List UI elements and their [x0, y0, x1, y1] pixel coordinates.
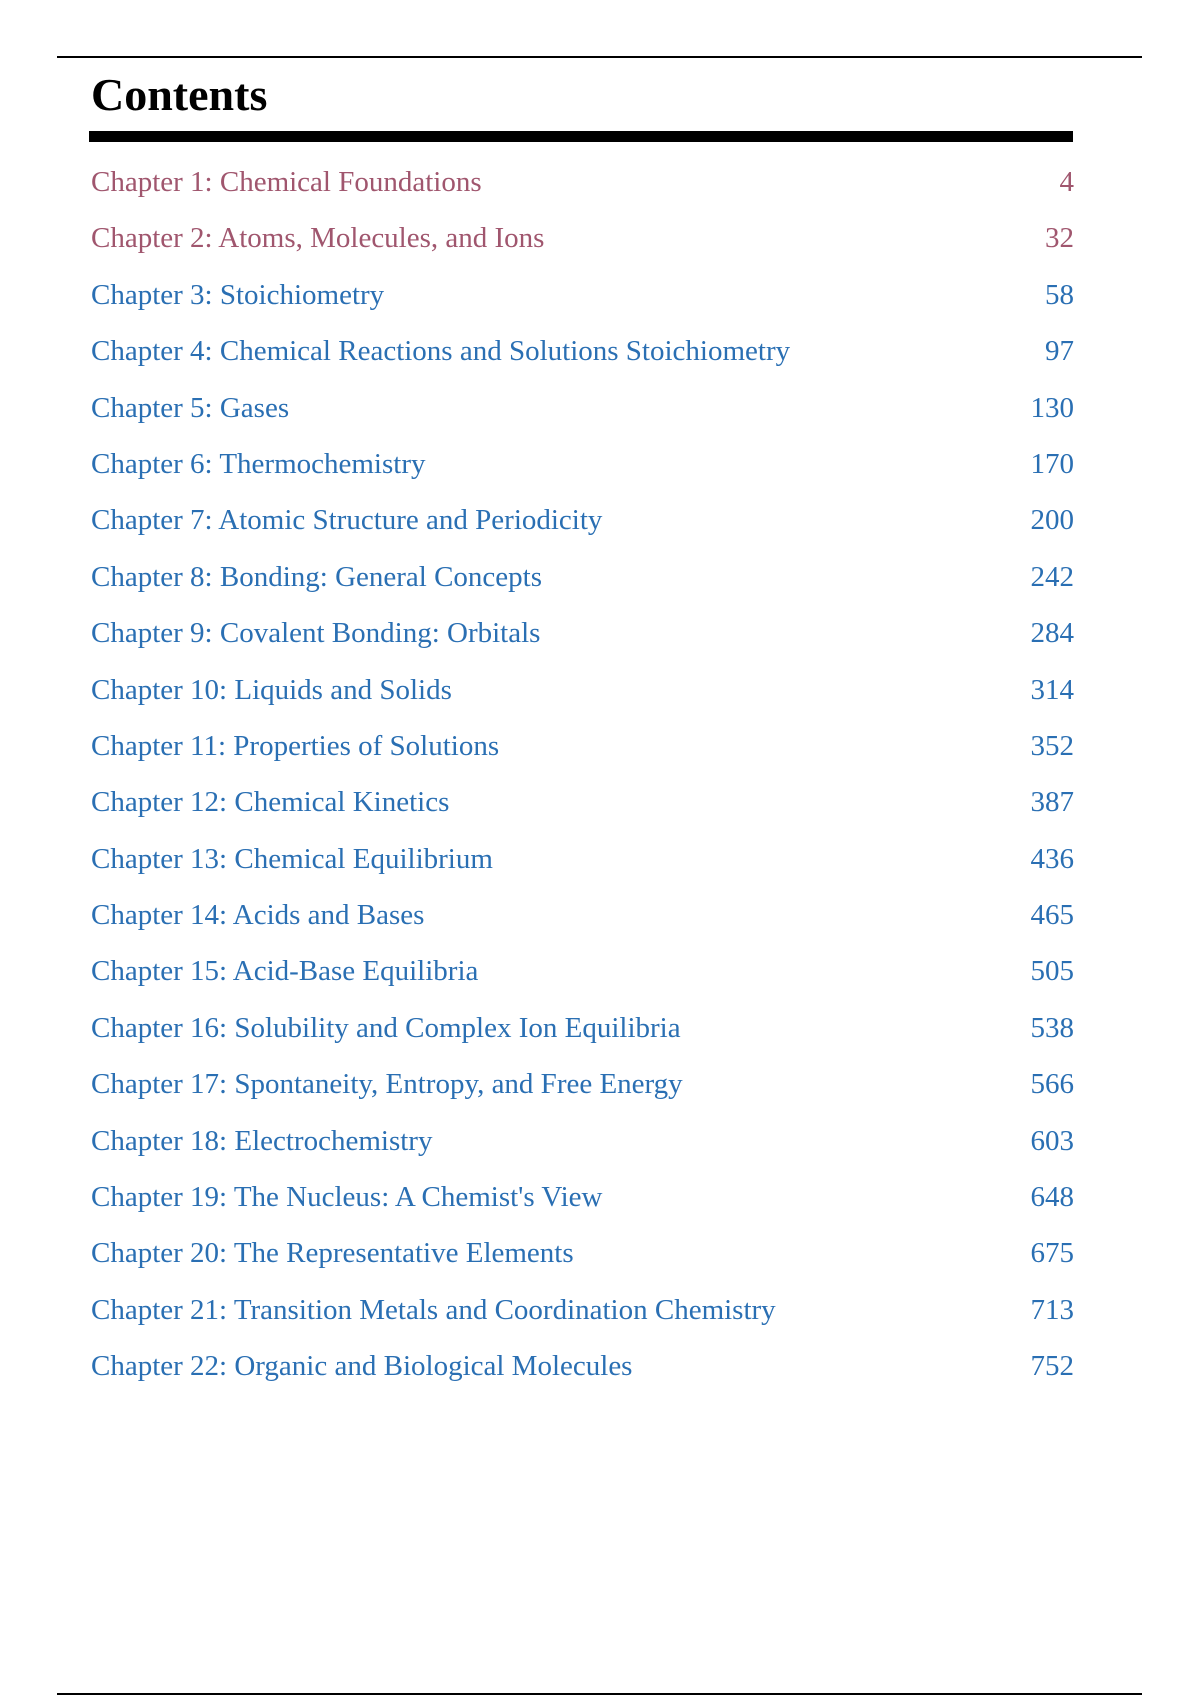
- toc-item: [91, 331, 1074, 387]
- page-title: Contents: [91, 69, 268, 120]
- toc-chapter-title: Chapter 13: Chemical Equilibrium: [91, 842, 493, 875]
- toc-page-number: 284: [1030, 617, 1074, 650]
- toc-page-number: 32: [1045, 222, 1074, 255]
- toc-link-chapter-4[interactable]: [91, 331, 1074, 387]
- toc-link-chapter-11[interactable]: [91, 726, 1074, 782]
- toc-link-chapter-22[interactable]: [91, 1346, 1074, 1402]
- toc-page-number: 58: [1045, 278, 1074, 311]
- toc-chapter-title: Chapter 21: Transition Metals and Coordination Chemistry: [91, 1293, 776, 1326]
- toc-item: [91, 162, 1074, 218]
- toc-item: [91, 670, 1074, 726]
- toc-item: [91, 1290, 1074, 1346]
- toc-item: [91, 895, 1074, 951]
- toc-item: [91, 444, 1074, 500]
- toc-link-chapter-18[interactable]: [91, 1121, 1074, 1177]
- toc-link-chapter-9[interactable]: [91, 613, 1074, 669]
- toc-page-number: 97: [1045, 335, 1074, 368]
- toc-page-number: 314: [1030, 673, 1074, 706]
- toc-item: [91, 1064, 1074, 1120]
- toc-chapter-title: Chapter 6: Thermochemistry: [91, 447, 426, 480]
- toc-link-chapter-21[interactable]: [91, 1290, 1074, 1346]
- toc-item: [91, 557, 1074, 613]
- bottom-divider: [57, 1693, 1142, 1695]
- toc-chapter-title: Chapter 4: Chemical Reactions and Solutions Stoichiometry: [91, 335, 791, 368]
- toc-item: [91, 1177, 1074, 1233]
- toc-chapter-title: Chapter 12: Chemical Kinetics: [91, 786, 450, 819]
- toc-item: [91, 951, 1074, 1007]
- toc-page-number: 242: [1030, 560, 1074, 593]
- toc-item: [91, 782, 1074, 838]
- toc-link-chapter-16[interactable]: [91, 1008, 1074, 1064]
- toc-link-chapter-17[interactable]: [91, 1064, 1074, 1120]
- toc-link-chapter-1[interactable]: [91, 162, 1074, 218]
- toc-link-chapter-19[interactable]: [91, 1177, 1074, 1233]
- toc-chapter-title: Chapter 17: Spontaneity, Entropy, and Free Energy: [91, 1068, 683, 1101]
- toc-item: [91, 218, 1074, 274]
- toc-chapter-title: Chapter 18: Electrochemistry: [91, 1124, 433, 1157]
- toc-item: [91, 726, 1074, 782]
- toc-page-number: 538: [1030, 1011, 1074, 1044]
- toc-chapter-title: Chapter 15: Acid-Base Equilibria: [91, 955, 479, 988]
- toc-page-number: 465: [1030, 899, 1074, 932]
- toc-item: [91, 613, 1074, 669]
- toc-item: [91, 1121, 1074, 1177]
- toc-link-chapter-2[interactable]: [91, 218, 1074, 274]
- toc-page-number: 352: [1030, 729, 1074, 762]
- toc-chapter-title: Chapter 10: Liquids and Solids: [91, 673, 452, 706]
- toc-chapter-title: Chapter 19: The Nucleus: A Chemist's View: [91, 1181, 603, 1214]
- title-underline: [89, 131, 1073, 142]
- toc-page-number: 4: [1059, 166, 1074, 198]
- toc-link-chapter-6[interactable]: [91, 444, 1074, 500]
- toc-link-chapter-5[interactable]: [91, 388, 1074, 444]
- toc-chapter-title: Chapter 8: Bonding: General Concepts: [91, 560, 543, 593]
- toc-link-chapter-7[interactable]: [91, 500, 1074, 556]
- toc-page-number: 436: [1030, 842, 1074, 875]
- toc-chapter-title: Chapter 3: Stoichiometry: [91, 278, 385, 311]
- toc-page-number: 713: [1030, 1293, 1074, 1326]
- toc-page-number: 200: [1030, 504, 1074, 537]
- toc-chapter-title: Chapter 11: Properties of Solutions: [91, 729, 500, 762]
- toc-page-number: 648: [1030, 1181, 1074, 1214]
- toc-link-chapter-10[interactable]: [91, 670, 1074, 726]
- toc-page-number: 603: [1030, 1124, 1074, 1157]
- toc-item: [91, 839, 1074, 895]
- toc-chapter-title: Chapter 7: Atomic Structure and Periodicity: [91, 504, 603, 537]
- toc-link-chapter-13[interactable]: [91, 839, 1074, 895]
- toc-chapter-title: Chapter 20: The Representative Elements: [91, 1237, 574, 1270]
- toc-link-chapter-14[interactable]: [91, 895, 1074, 951]
- toc-page-number: 130: [1030, 391, 1074, 424]
- toc-page-number: 170: [1030, 447, 1074, 480]
- table-of-contents: [91, 162, 1074, 1403]
- toc-page-number: 675: [1030, 1237, 1074, 1270]
- toc-page-number: 505: [1030, 955, 1074, 988]
- top-divider: [57, 56, 1142, 58]
- toc-link-chapter-20[interactable]: [91, 1233, 1074, 1289]
- toc-page-number: 566: [1030, 1068, 1074, 1101]
- toc-page-number: 752: [1030, 1350, 1074, 1383]
- toc-item: [91, 1346, 1074, 1402]
- toc-item: [91, 388, 1074, 444]
- toc-chapter-title: Chapter 5: Gases: [91, 391, 290, 424]
- toc-link-chapter-15[interactable]: [91, 951, 1074, 1007]
- toc-page-number: 387: [1030, 786, 1074, 819]
- toc-chapter-title: Chapter 9: Covalent Bonding: Orbitals: [91, 617, 541, 650]
- toc-chapter-title: Chapter 2: Atoms, Molecules, and Ions: [91, 222, 545, 255]
- toc-chapter-title: Chapter 1: Chemical Foundations: [91, 166, 482, 198]
- toc-item: [91, 500, 1074, 556]
- toc-link-chapter-3[interactable]: [91, 275, 1074, 331]
- toc-chapter-title: Chapter 16: Solubility and Complex Ion Equilibria: [91, 1011, 681, 1044]
- toc-item: [91, 1008, 1074, 1064]
- toc-link-chapter-8[interactable]: [91, 557, 1074, 613]
- toc-chapter-title: Chapter 22: Organic and Biological Molecules: [91, 1350, 633, 1383]
- toc-chapter-title: Chapter 14: Acids and Bases: [91, 899, 425, 932]
- toc-item: [91, 275, 1074, 331]
- toc-link-chapter-12[interactable]: [91, 782, 1074, 838]
- toc-item: [91, 1233, 1074, 1289]
